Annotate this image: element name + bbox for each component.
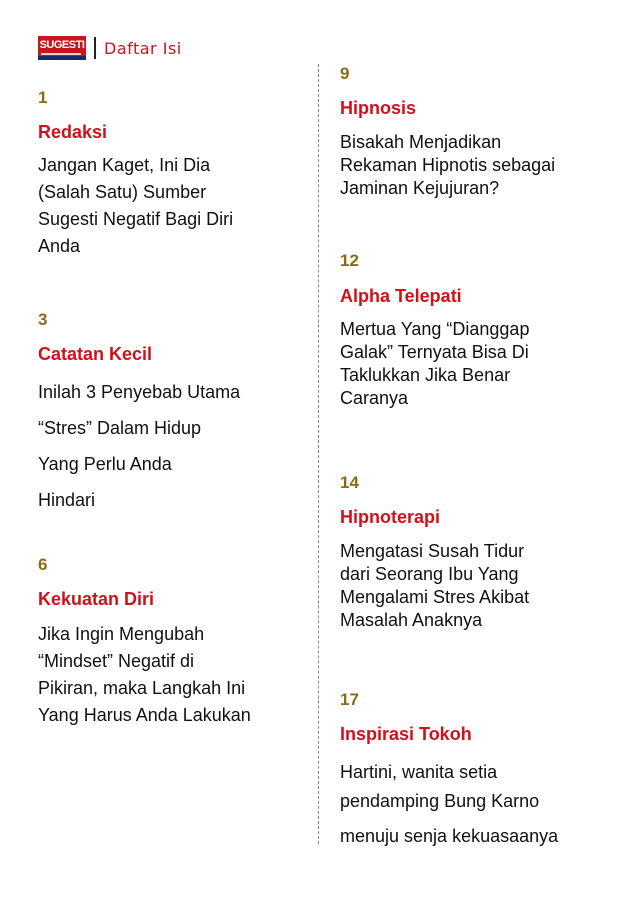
- entry-description[interactable]: [340, 318, 600, 410]
- entry-description[interactable]: [38, 621, 288, 729]
- desc-line: Caranya: [340, 388, 409, 408]
- desc-line: pendamping Bung Karno: [340, 791, 540, 811]
- logo-text: SUGESTI: [39, 39, 85, 51]
- logo-strip: [41, 53, 81, 55]
- desc-line: Sugesti Negatif Bagi Diri: [38, 209, 234, 229]
- entry-category[interactable]: Kekuatan Diri: [38, 589, 155, 609]
- sugesti-logo: [38, 36, 86, 60]
- desc-line: [340, 758, 600, 787]
- entry-page-number: 17: [340, 690, 359, 709]
- entry-description[interactable]: [38, 374, 288, 518]
- entry-category[interactable]: Redaksi: [38, 122, 108, 142]
- desc-line: Mertua Yang “Dianggap: [340, 319, 530, 339]
- desc-line: dari Seorang Ibu Yang: [340, 564, 519, 584]
- desc-line: Inilah 3 Penyebab Utama: [38, 382, 241, 402]
- header-separator: [94, 37, 96, 59]
- entry-description[interactable]: [38, 152, 288, 260]
- desc-line: Pikiran, maka Langkah Ini: [38, 678, 246, 698]
- entry-page-number: 1: [38, 88, 48, 107]
- desc-line: Masalah Anaknya: [340, 610, 483, 630]
- entry-description[interactable]: [340, 131, 600, 200]
- desc-line: Taklukkan Jika Benar: [340, 365, 511, 385]
- header: [38, 34, 182, 62]
- column-divider: [318, 64, 319, 844]
- desc-line: Jaminan Kejujuran?: [340, 178, 500, 198]
- desc-line: Jika Ingin Mengubah: [38, 624, 205, 644]
- entry-category[interactable]: Inspirasi Tokoh: [340, 724, 472, 744]
- desc-line: Hindari: [38, 490, 96, 510]
- desc-word: Hartini,: [340, 762, 398, 782]
- desc-line: Mengatasi Susah Tidur: [340, 541, 525, 561]
- page-title: Daftar Isi: [104, 38, 182, 58]
- desc-line: “Mindset” Negatif di: [38, 651, 195, 671]
- desc-line: Jangan Kaget, Ini Dia: [38, 155, 211, 175]
- entry-page-number: 6: [38, 555, 48, 574]
- desc-line: Bisakah Menjadikan: [340, 132, 502, 152]
- entry-page-number: 14: [340, 473, 359, 492]
- entry-page-number: 12: [340, 251, 359, 270]
- desc-line: “Stres” Dalam Hidup: [38, 418, 202, 438]
- entry-category[interactable]: Alpha Telepati: [340, 286, 462, 306]
- desc-line: Galak” Ternyata Bisa Di: [340, 342, 529, 362]
- entry-description[interactable]: [340, 540, 600, 632]
- entry-category[interactable]: Hipnoterapi: [340, 507, 441, 527]
- entry-category[interactable]: Hipnosis: [340, 98, 417, 118]
- desc-line: Rekaman Hipnotis sebagai: [340, 155, 556, 175]
- desc-line: (Salah Satu) Sumber: [38, 182, 207, 202]
- desc-line: Anda: [38, 236, 81, 256]
- desc-line: Mengalami Stres Akibat: [340, 587, 530, 607]
- entry-page-number: 3: [38, 310, 48, 329]
- desc-word: wanita: [402, 762, 455, 782]
- desc-line: Yang Harus Anda Lakukan: [38, 705, 251, 725]
- entry-category[interactable]: Catatan Kecil: [38, 344, 153, 364]
- entry-description[interactable]: [340, 758, 600, 851]
- entry-page-number: 9: [340, 64, 350, 83]
- desc-line: Yang Perlu Anda: [38, 454, 172, 474]
- desc-line: menuju senja kekuasaanya: [340, 826, 559, 846]
- desc-word: setia: [459, 762, 498, 782]
